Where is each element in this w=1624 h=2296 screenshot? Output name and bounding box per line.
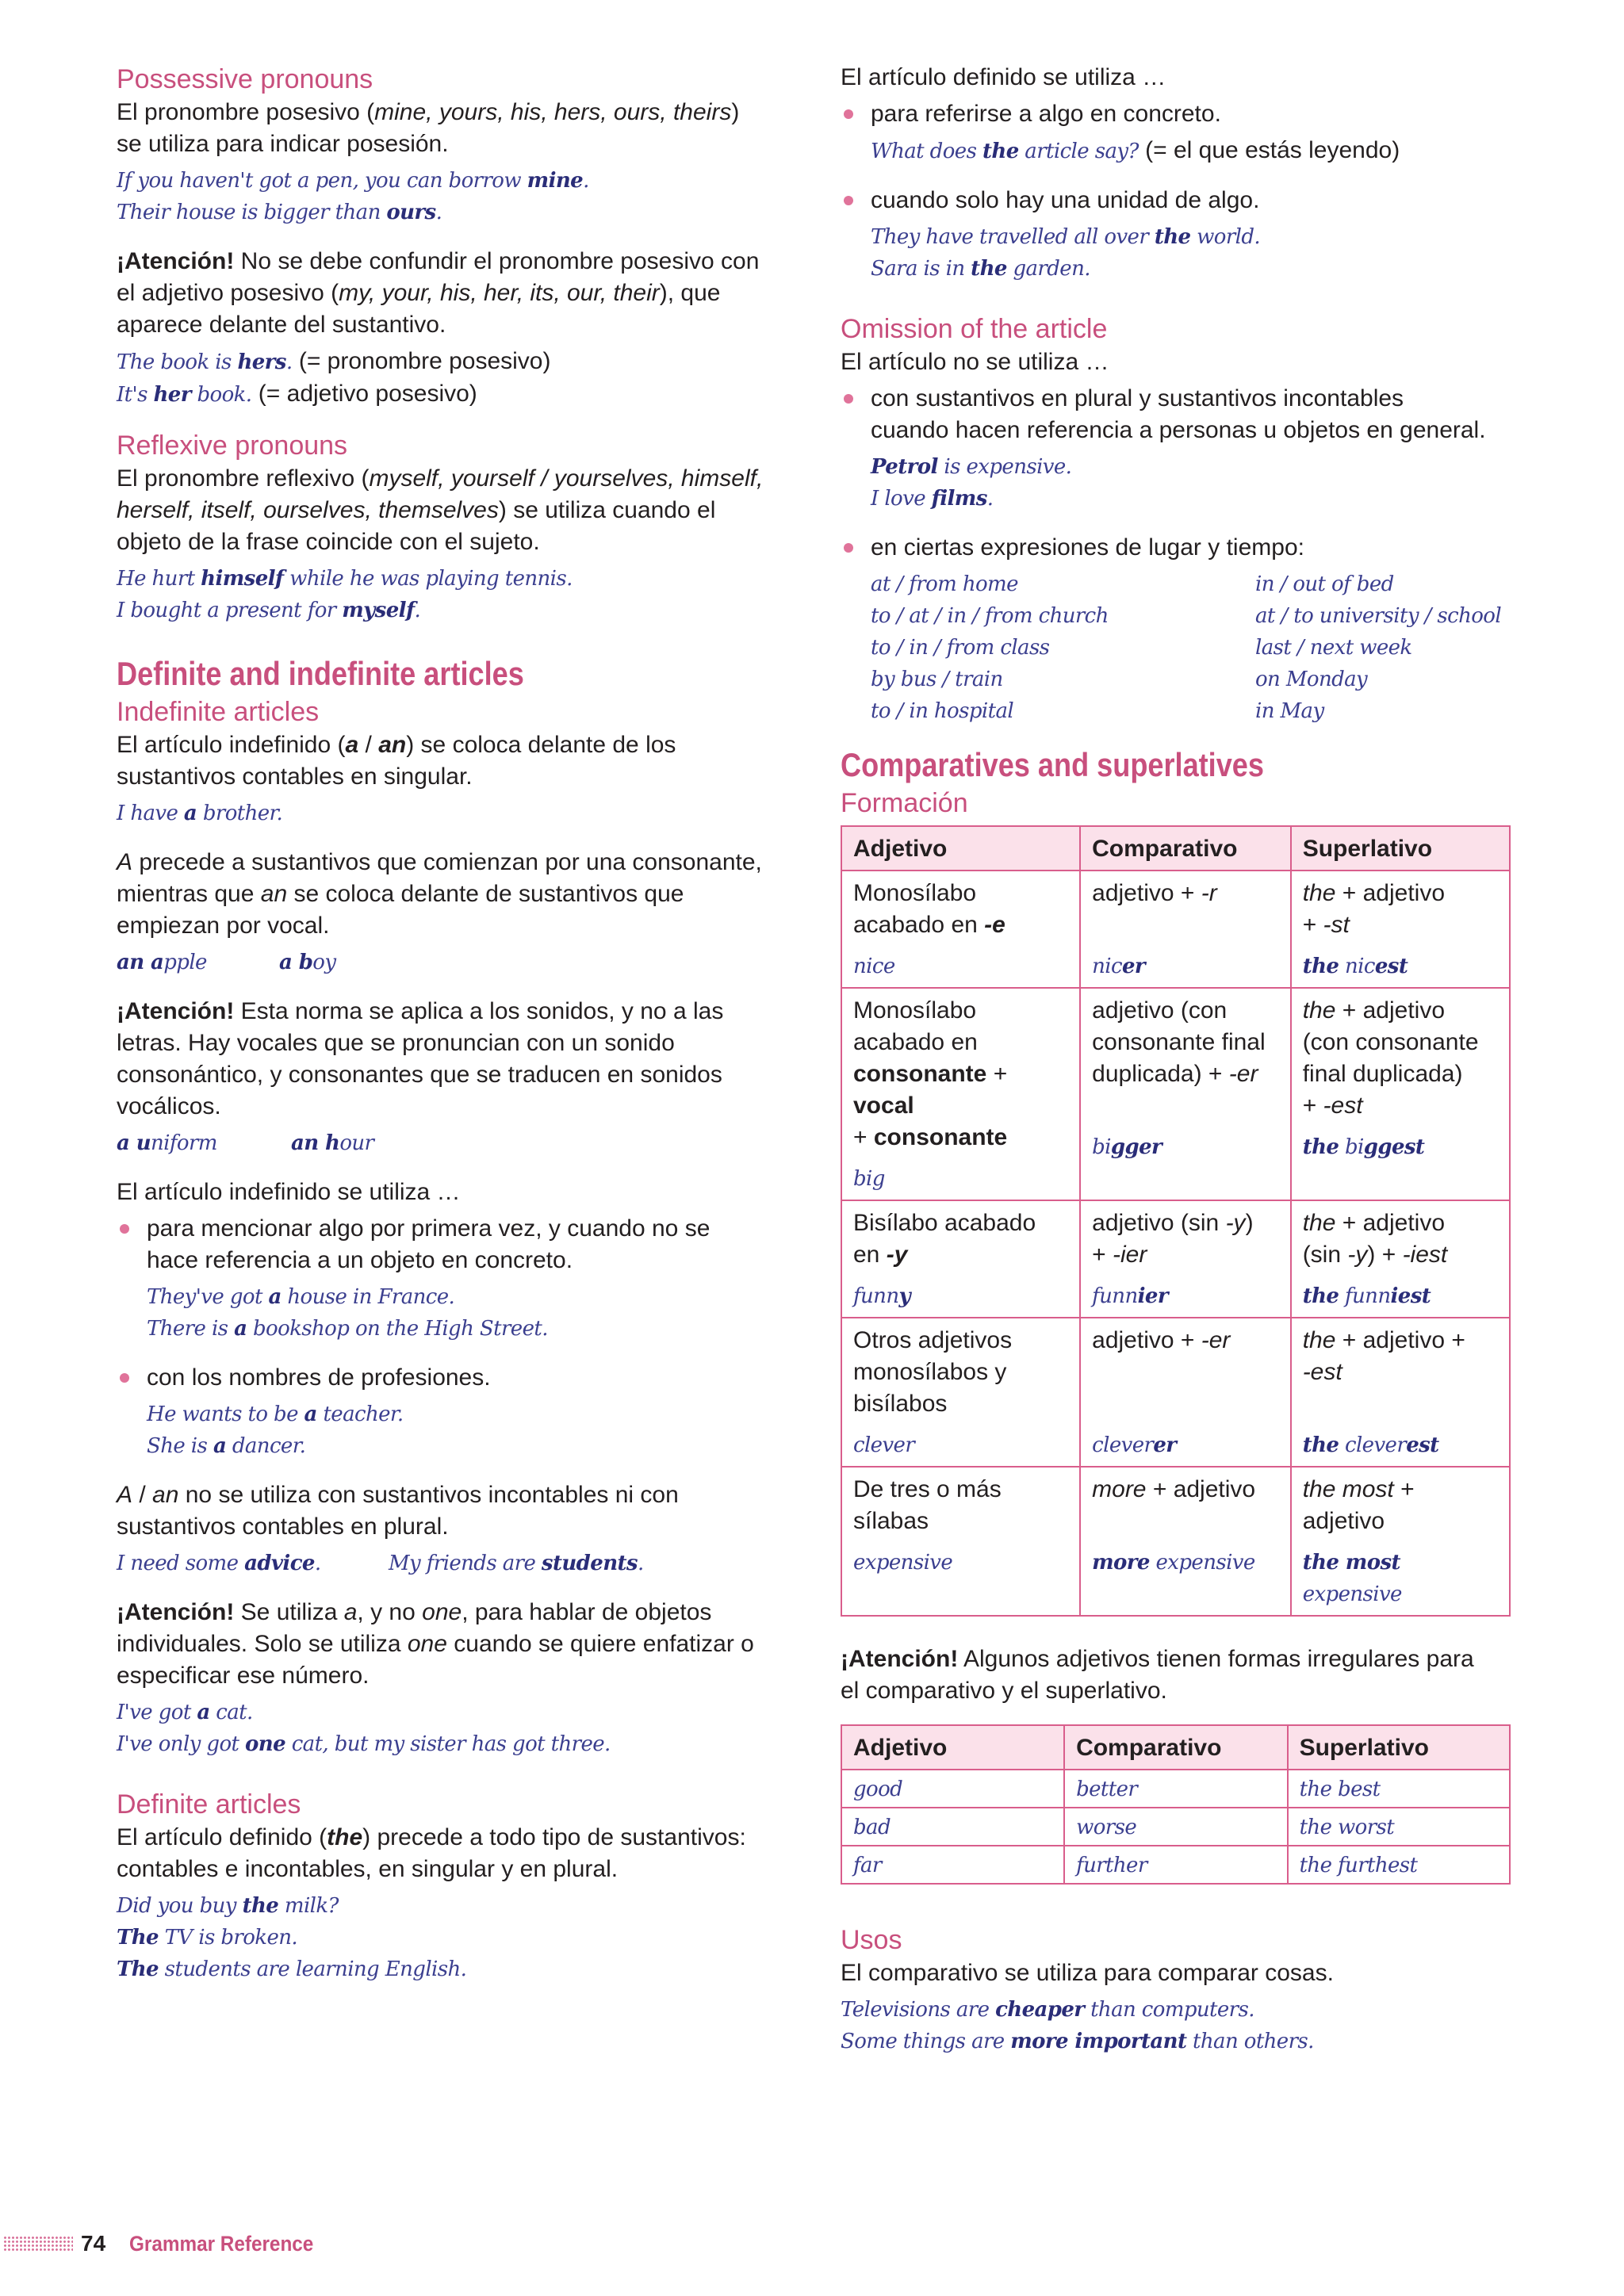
footer-label: Grammar Reference [129,2231,314,2256]
formation-table [841,825,1511,1617]
expression: at / from home [871,572,1018,596]
table-cell: the + adjetivo (sin -y) + -iest the funniest [1291,1200,1510,1318]
example-line: There is a bookshop on the High Street. [147,1317,548,1341]
bullet-item: cuando solo hay una unidad de algo. [841,185,1515,216]
possessive-intro: El pronombre posesivo (mine, yours, his, hers, ours, theirs) se utiliza para indicar posesión. [117,99,740,157]
expression: at / to university / school [1255,604,1502,628]
table-cell: Otros adjetivos monosílabos y bisílabos clever [841,1318,1080,1467]
usos-intro: El comparativo se utiliza para comparar cosas. [841,1960,1334,1986]
table-cell: adjetivo (con consonante final duplicada) + -er bigger [1080,988,1291,1200]
table-cell: the most + adjetivo the most expensive [1291,1467,1510,1616]
table-row [841,1467,1510,1616]
table-row [841,1770,1510,1808]
page-footer [0,2228,334,2260]
definite-usage-intro: El artículo definido se utiliza … [841,64,1166,90]
expression: in May [1255,699,1324,723]
expression: in / out of bed [1255,572,1394,596]
definite-intro: El artículo definido (the) precede a todo tipo de sustantivos: contables e incontables, en singular y en plural. [117,1824,746,1882]
column-header: Superlativo [1291,826,1510,871]
example-line: What does the article say? (= el que estás leyendo) [871,137,1400,163]
table-cell: adjetivo + -r nicer [1080,871,1291,988]
indefinite-rule2: A / an no se utiliza con sustantivos incontables ni con sustantivos contables en plural. [117,1482,679,1540]
table-cell: the + adjetivo (con consonante final duplicada) + -est the biggest [1291,988,1510,1200]
table-row [841,1808,1510,1846]
table-cell: Monosílabo acabado en -e nice [841,871,1080,988]
example-line: She is a dancer. [147,1434,306,1458]
expression: to / in / from class [871,636,1050,660]
bullet-item: para referirse a algo en concreto. [841,98,1515,130]
example-pair: I need some advice. My friends are students. [117,1552,644,1575]
reflexive-intro: El pronombre reflexivo (myself, yourself / yourselves, himself, herself, itself, ourselves, themselves) se utiliza cuando el objeto de la frase coincide con el sujeto. [117,465,764,555]
table-cell: further [1064,1846,1288,1884]
bullet-item: con los nombres de profesiones. [117,1362,791,1394]
example-line: Sara is in the garden. [871,257,1090,281]
example-line: He hurt himself while he was playing tennis. [117,567,573,591]
expression: on Monday [1255,668,1368,691]
example-line: Did you buy the milk? [117,1894,339,1918]
bullet-item: para mencionar algo por primera vez, y cuando no se hace referencia a un objeto en concreto. [117,1213,791,1276]
articles-section-title: Definite and indefinite articles [117,655,524,692]
example-line: If you haven't got a pen, you can borrow mine. [117,169,589,193]
table-cell: far [841,1846,1064,1884]
table-cell: De tres o más sílabas expensive [841,1467,1080,1616]
dotted-pattern-icon [3,2236,73,2252]
column-header: Adjetivo [841,826,1080,871]
table-cell: the best [1288,1770,1510,1808]
example-line: I've only got one cat, but my sister has got three. [117,1732,611,1756]
example-line: The TV is broken. [117,1926,298,1950]
right-column [841,62,1515,2057]
indefinite-articles-heading: Indefinite articles [117,697,320,727]
table-cell: adjetivo + -er cleverer [1080,1318,1291,1467]
example-line: They've got a house in France. [147,1285,455,1309]
example-pair: an apple a boy [117,951,336,974]
example-line: I've got a cat. [117,1701,253,1724]
table-cell: good [841,1770,1064,1808]
indefinite-atencion: ¡Atención! Esta norma se aplica a los sonidos, y no a las letras. Hay vocales que se pronuncian con un sonido consonántico, y consonantes que se traducen en sonidos vocálicos. [117,998,724,1119]
table-cell: the worst [1288,1808,1510,1846]
example-line: Some things are more important than others. [841,2030,1314,2053]
indefinite-atencion2: ¡Atención! Se utiliza a, y no one, para hablar de objetos individuales. Solo se utiliza one cuando se quiere enfatizar o especificar ese número. [117,1599,754,1689]
indefinite-intro: El artículo indefinido (a / an) se coloca delante de los sustantivos contables en singular. [117,732,676,790]
page-number: 74 [81,2231,106,2256]
definite-articles-heading: Definite articles [117,1789,301,1820]
expressions-grid [841,568,1515,727]
indefinite-rule: A precede a sustantivos que comienzan por una consonante, mientras que an se coloca delante de sustantivos que empiezan por vocal. [117,849,762,939]
column-header: Comparativo [1064,1725,1288,1770]
example-pair: a uniform an hour [117,1131,374,1155]
example-line: I love films. [871,487,994,511]
table-cell: adjetivo (sin -y) + -ier funnier [1080,1200,1291,1318]
expression: by bus / train [871,668,1003,691]
table-row [841,1318,1510,1467]
possessive-atencion: ¡Atención! No se debe confundir el pronombre posesivo con el adjetivo posesivo (my, your, his, her, its, our, their), que aparece delante del sustantivo. [117,248,760,338]
expression: to / in hospital [871,699,1014,723]
example-line: Petrol is expensive. [871,455,1072,479]
table-cell: more + adjetivo more expensive [1080,1467,1291,1616]
table-row [841,988,1510,1200]
column-header: Superlativo [1288,1725,1510,1770]
example-line: The book is hers. (= pronombre posesivo) [117,348,551,374]
bullet-item: con sustantivos en plural y sustantivos incontables cuando hacen referencia a personas u objetos en general. [841,383,1515,446]
column-header: Comparativo [1080,826,1291,871]
possessive-pronouns-heading: Possessive pronouns [117,64,373,94]
example-line: The students are learning English. [117,1957,467,1981]
example-line: They have travelled all over the world. [871,225,1261,249]
table-cell: worse [1064,1808,1288,1846]
table-cell: the + adjetivo + -est the cleverest [1291,1318,1510,1467]
irregular-table [841,1724,1511,1885]
example-line: He wants to be a teacher. [147,1402,404,1426]
table-row [841,1200,1510,1318]
comparatives-section-title: Comparatives and superlatives [841,746,1264,783]
table-cell: the + adjetivo + -st the nicest [1291,871,1510,988]
table-header-row [841,1725,1510,1770]
table-cell: Bisílabo acabado en -y funny [841,1200,1080,1318]
formacion-heading: Formación [841,788,968,818]
example-line: I have a brother. [117,802,283,825]
table-cell: Monosílabo acabado en consonante + vocal + consonante big [841,988,1080,1200]
example-line: Their house is bigger than ours. [117,201,442,224]
bullet-item: en ciertas expresiones de lugar y tiempo: [841,532,1515,564]
table-cell: bad [841,1808,1064,1846]
left-column [117,62,791,1985]
table-row [841,871,1510,988]
usos-heading: Usos [841,1925,902,1955]
column-header: Adjetivo [841,1725,1064,1770]
example-line: Televisions are cheaper than computers. [841,1998,1254,2022]
indefinite-usage-intro: El artículo indefinido se utiliza … [117,1179,461,1205]
omission-heading: Omission of the article [841,314,1108,344]
example-line: It's her book. (= adjetivo posesivo) [117,381,477,407]
irregular-atencion: ¡Atención! Algunos adjetivos tienen formas irregulares para el comparativo y el superlativo. [841,1646,1474,1704]
table-header-row [841,826,1510,871]
expression: to / at / in / from church [871,604,1109,628]
table-row [841,1846,1510,1884]
table-cell: better [1064,1770,1288,1808]
expression: last / next week [1255,636,1412,660]
reflexive-pronouns-heading: Reflexive pronouns [117,430,348,461]
omission-intro: El artículo no se utiliza … [841,349,1109,375]
example-line: I bought a present for myself. [117,599,421,622]
table-cell: the furthest [1288,1846,1510,1884]
